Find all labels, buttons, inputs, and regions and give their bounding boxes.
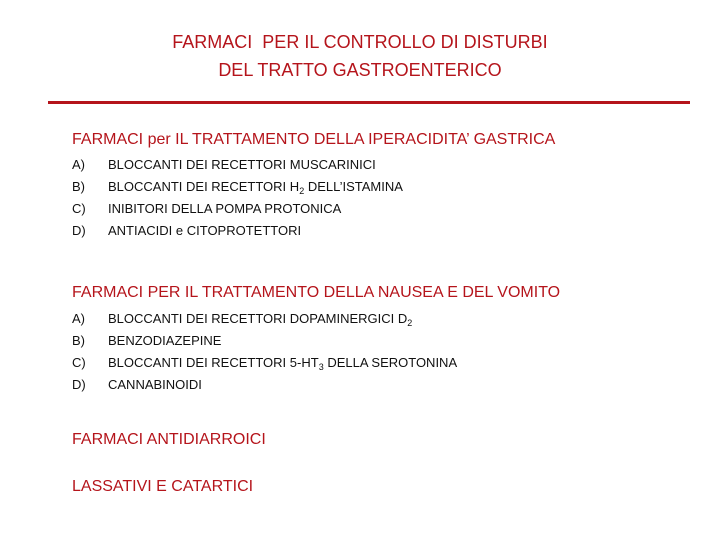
- list-item-letter: A): [72, 311, 85, 326]
- list-item-text: INIBITORI DELLA POMPA PROTONICA: [108, 201, 342, 216]
- list-item: [72, 352, 457, 374]
- section-heading-nausea-vomito: FARMACI PER IL TRATTAMENTO DELLA NAUSEA E DEL VOMITO: [72, 284, 561, 301]
- title-line-1: FARMACI PER IL CONTROLLO DI DISTURBI: [172, 32, 548, 52]
- list-item-letter: C): [72, 355, 86, 370]
- list-item-letter: B): [72, 333, 85, 348]
- list-item: [72, 198, 403, 220]
- section-heading-lassativi: LASSATIVI E CATARTICI: [72, 478, 254, 495]
- section-heading-antidiarroici: FARMACI ANTIDIARROICI: [72, 431, 266, 448]
- list-item: [72, 374, 457, 396]
- title-divider: [48, 101, 690, 104]
- list-item-text: BLOCCANTI DEI RECETTORI $H_2$ DELL’ISTAMINA: [108, 179, 403, 196]
- list-item: [72, 176, 403, 198]
- list-iperacidita: [72, 154, 403, 242]
- list-item-text: BENZODIAZEPINE: [108, 333, 222, 348]
- list-item-text: BLOCCANTI DEI RECETTORI MUSCARINICI: [108, 157, 376, 172]
- list-item-text: CANNABINOIDI: [108, 377, 202, 392]
- list-item: [72, 154, 403, 176]
- list-item: [72, 308, 457, 330]
- list-item-letter: D): [72, 223, 86, 238]
- list-item-text: BLOCCANTI DEI RECETTORI $5-HT_3$ DELLA SEROTONINA: [108, 355, 458, 372]
- list-item: [72, 220, 403, 242]
- slide-title: [0, 28, 720, 84]
- list-item: [72, 330, 457, 352]
- list-item-letter: A): [72, 157, 85, 172]
- list-item-text: ANTIACIDI e CITOPROTETTORI: [108, 223, 302, 238]
- title-line-2: DEL TRATTO GASTROENTERICO: [218, 60, 502, 80]
- section-heading-iperacidita: FARMACI per IL TRATTAMENTO DELLA IPERACIDITA’ GASTRICA: [72, 131, 556, 148]
- list-item-letter: C): [72, 201, 86, 216]
- list-nausea-vomito: [72, 308, 457, 396]
- list-item-text: BLOCCANTI DEI RECETTORI DOPAMINERGICI $D_2$: [108, 311, 413, 328]
- list-item-letter: D): [72, 377, 86, 392]
- list-item-letter: B): [72, 179, 85, 194]
